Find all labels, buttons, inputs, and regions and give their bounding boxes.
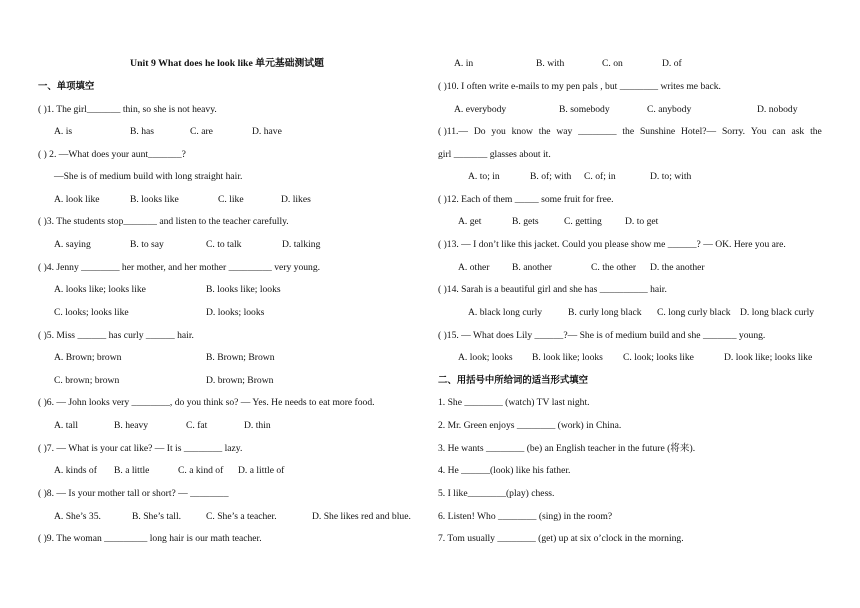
question-13: ( )13. — I don’t like this jacket. Could you please show me ______? — OK. Here you are. [438, 239, 786, 250]
question-10: ( )10. I often write e-mails to my pen pals , but ________ writes me back. [438, 81, 721, 92]
option-d: D. have [252, 126, 282, 137]
option-d: D. long black curly [740, 307, 815, 318]
fill-in-2: 2. Mr. Green enjoys ________ (work) in China. [438, 420, 622, 431]
question-7: ( )7. — What is your cat like? — It is ________ lazy. [38, 443, 243, 454]
fill-in-7: 7. Tom usually ________ (get) up at six o’clock in the morning. [438, 533, 684, 544]
option-a: A. tall [54, 420, 78, 431]
question-9: ( )9. The woman _________ long hair is our math teacher. [38, 533, 262, 544]
question-3: ( )3. The students stop_______ and listen to the teacher carefully. [38, 216, 289, 227]
option-b: B. of; with [530, 171, 572, 182]
option-d: D. thin [244, 420, 271, 431]
option-a: A. get [458, 216, 482, 227]
question-6: ( )6. — John looks very ________, do you think so? — Yes. He needs to eat more food. [38, 397, 375, 408]
option-a: A. other [458, 262, 490, 273]
word: can [772, 126, 786, 137]
question-1: ( )1. The girl_______ thin, so she is not heavy. [38, 104, 217, 115]
option-c: C. getting [564, 216, 602, 227]
option-a: A. saying [54, 239, 91, 250]
option-c: C. brown; brown [54, 375, 120, 386]
option-c: C. anybody [647, 104, 692, 115]
option-a: A. black long curly [468, 307, 543, 318]
question-8: ( )8. — Is your mother tall or short? — ________ [38, 488, 229, 499]
option-c: C. to talk [206, 239, 242, 250]
option-c: C. long curly black [657, 307, 731, 318]
option-d: D. She likes red and blue. [312, 511, 411, 522]
word: Sorry. [721, 126, 746, 137]
word: You [750, 126, 767, 137]
option-a: A. look like [54, 194, 100, 205]
word: Hotel?— [680, 126, 717, 137]
option-c: C. looks; looks like [54, 307, 129, 318]
word: Do [473, 126, 486, 137]
word: the [538, 126, 551, 137]
question-5: ( )5. Miss ______ has curly ______ hair. [38, 330, 194, 341]
question-15: ( )15. — What does Lily ______?— She is of medium build and she _______ young. [438, 330, 766, 341]
question-4: ( )4. Jenny ________ her mother, and her mother _________ very young. [38, 262, 321, 273]
option-b: B. gets [512, 216, 539, 227]
option-b: B. somebody [559, 104, 610, 115]
option-a: A. to; in [468, 171, 500, 182]
question-11 [438, 126, 822, 138]
option-b: B. curly long black [568, 307, 642, 318]
option-b: B. looks like [130, 194, 179, 205]
option-b: B. She’s tall. [132, 511, 182, 522]
option-b: B. a little [114, 465, 150, 476]
option-c: C. like [218, 194, 244, 205]
option-d: D. nobody [757, 104, 798, 115]
option-c: C. the other [591, 262, 637, 273]
word: ( )11.— [438, 126, 469, 137]
option-d: D. looks; looks [206, 307, 265, 318]
question-2-reply: —She is of medium build with long straight hair. [54, 171, 243, 182]
option-b: B. heavy [114, 420, 149, 431]
option-c: C. She’s a teacher. [206, 511, 277, 522]
option-a: A. is [54, 126, 73, 137]
fill-in-4: 4. He ______(look) like his father. [438, 465, 571, 476]
option-d: D. to get [625, 216, 659, 227]
option-a: A. She’s 35. [54, 511, 101, 522]
option-b: B. Brown; Brown [206, 352, 275, 363]
option-a: A. kinds of [54, 465, 97, 476]
option-d: D. the another [650, 262, 705, 273]
option-d: D. talking [282, 239, 321, 250]
option-d: D. likes [281, 194, 311, 205]
question-11-continued: girl _______ glasses about it. [438, 149, 551, 160]
option-d: D. a little of [238, 465, 285, 476]
option-a: A. in [454, 58, 474, 69]
option-c: C. of; in [584, 171, 616, 182]
word: ask [791, 126, 805, 137]
option-d: D. of [662, 58, 682, 69]
word: know [511, 126, 533, 137]
fill-in-6: 6. Listen! Who ________ (sing) in the room? [438, 511, 613, 522]
option-a: A. everybody [454, 104, 507, 115]
option-c: C. fat [186, 420, 208, 431]
page-title: Unit 9 What does he look like 单元基础测试题 [130, 58, 324, 69]
option-b: B. to say [130, 239, 164, 250]
option-b: B. looks like; looks [206, 284, 281, 295]
option-a: A. look; looks [458, 352, 513, 363]
option-b: B. another [512, 262, 552, 273]
option-c: C. look; looks like [623, 352, 694, 363]
question-12: ( )12. Each of them _____ some fruit for free. [438, 194, 614, 205]
word: the [622, 126, 635, 137]
option-b: B. has [130, 126, 154, 137]
option-d: D. brown; Brown [206, 375, 274, 386]
option-a: A. looks like; looks like [54, 284, 146, 295]
fill-in-1: 1. She ________ (watch) TV last night. [438, 397, 590, 408]
word: ________ [578, 126, 617, 137]
question-14: ( )14. Sarah is a beautiful girl and she has __________ hair. [438, 284, 667, 295]
word: Sunshine [639, 126, 676, 137]
option-a: A. Brown; brown [54, 352, 122, 363]
word: the [810, 126, 822, 137]
option-c: C. a kind of [178, 465, 224, 476]
option-d: D. look like; looks like [724, 352, 813, 363]
option-b: B. with [536, 58, 565, 69]
word: you [491, 126, 506, 137]
fill-in-5: 5. I like________(play) chess. [438, 488, 555, 499]
question-2: ( ) 2. —What does your aunt_______? [38, 149, 186, 160]
option-b: B. look like; looks [532, 352, 603, 363]
section-heading-fill-in: 二、用括号中所给词的适当形式填空 [438, 375, 589, 386]
word: way [556, 126, 573, 137]
section-heading-multiple-choice: 一、单项填空 [38, 81, 95, 92]
option-d: D. to; with [650, 171, 692, 182]
fill-in-3: 3. He wants ________ (be) an English teacher in the future (将来). [438, 443, 696, 454]
option-c: C. are [190, 126, 213, 137]
option-c: C. on [602, 58, 623, 69]
